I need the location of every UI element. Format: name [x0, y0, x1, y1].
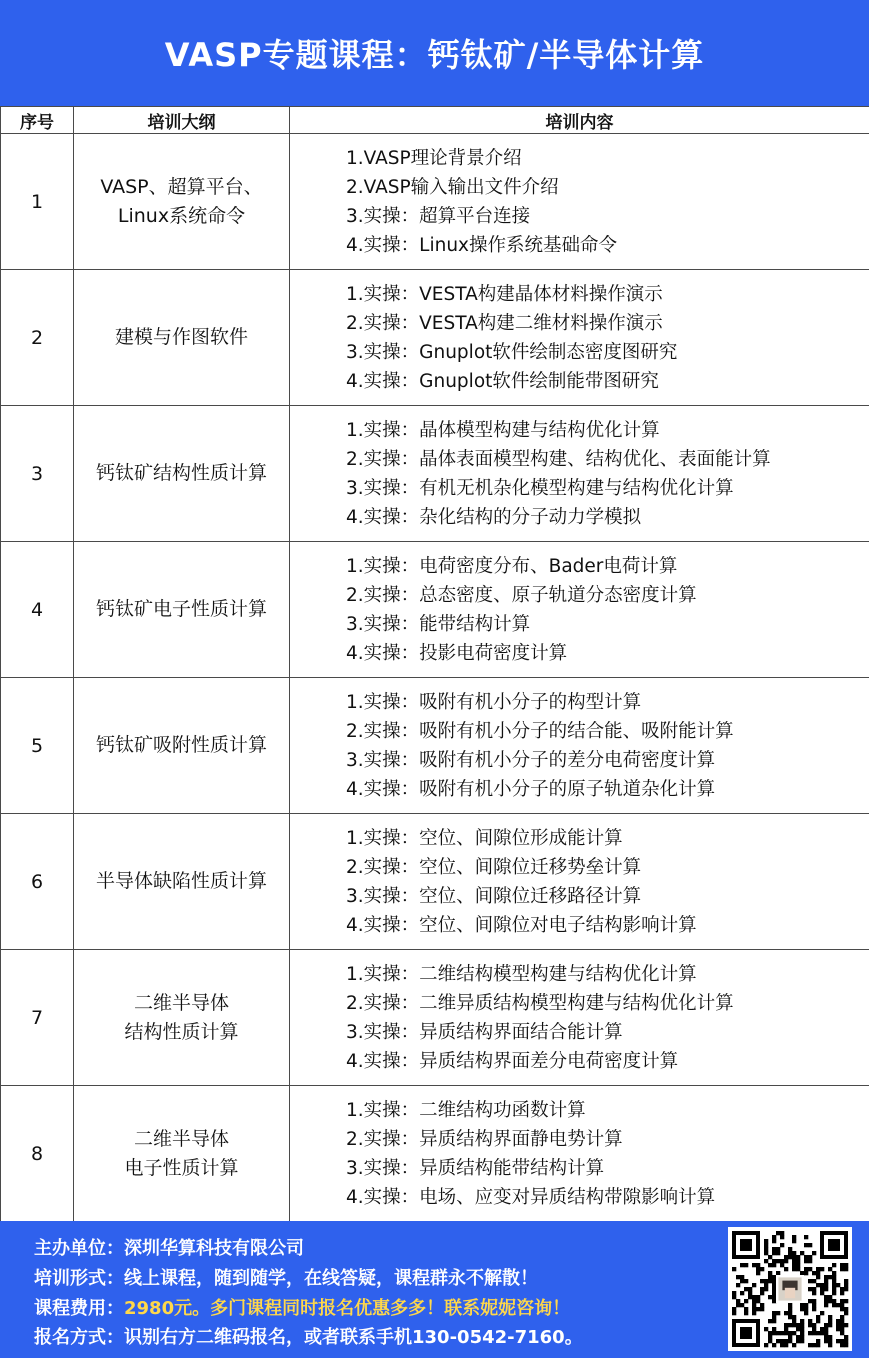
- content-item: 3.实操：超算平台连接: [346, 205, 531, 227]
- row-content: [290, 270, 869, 406]
- content-item: 4.实操：杂化结构的分子动力学模拟: [346, 506, 642, 528]
- content-item: 2.实操：二维异质结构模型构建与结构优化计算: [346, 992, 734, 1014]
- column-header-num: 序号: [1, 107, 74, 134]
- table-row: [1, 950, 869, 1086]
- row-content: [290, 678, 869, 814]
- content-item: 3.实操：Gnuplot软件绘制态密度图研究: [346, 341, 678, 363]
- table-row: [1, 814, 869, 950]
- row-number: 1: [1, 134, 74, 270]
- row-content: [290, 1086, 869, 1222]
- course-table: [0, 106, 869, 1222]
- row-outline: [74, 1086, 290, 1222]
- row-content: [290, 406, 869, 542]
- row-number: 4: [1, 542, 74, 678]
- content-item: 4.实操：Linux操作系统基础命令: [346, 234, 617, 256]
- content-item: 1.实操：晶体模型构建与结构优化计算: [346, 419, 660, 441]
- row-outline: [74, 270, 290, 406]
- row-outline: [74, 542, 290, 678]
- content-item: 1.实操：电荷密度分布、Bader电荷计算: [346, 555, 678, 577]
- row-content: [290, 542, 869, 678]
- row-content: [290, 814, 869, 950]
- content-item: 4.实操：电场、应变对异质结构带隙影响计算: [346, 1186, 716, 1208]
- row-content: [290, 950, 869, 1086]
- row-outline: [74, 134, 290, 270]
- table-row: [1, 542, 869, 678]
- content-item: 4.实操：异质结构界面差分电荷密度计算: [346, 1050, 679, 1072]
- content-item: 1.实操：空位、间隙位形成能计算: [346, 827, 623, 849]
- signup-label: 报名方式：: [34, 1327, 124, 1348]
- outline-line: 二维半导体: [133, 1127, 229, 1150]
- content-item: 1.实操：吸附有机小分子的构型计算: [346, 691, 642, 713]
- content-item: 2.实操：异质结构界面静电势计算: [346, 1128, 623, 1150]
- outline-line: 钙钛矿结构性质计算: [95, 462, 267, 484]
- format-line: [34, 1264, 538, 1290]
- content-item: 2.实操：VESTA构建二维材料操作演示: [346, 312, 663, 334]
- page-header: [0, 0, 869, 106]
- content-item: 2.实操：空位、间隙位迁移势垒计算: [346, 856, 642, 878]
- outline-line: 钙钛矿电子性质计算: [95, 598, 267, 620]
- row-outline: [74, 406, 290, 542]
- content-item: 1.实操：二维结构功函数计算: [346, 1099, 586, 1121]
- outline-line: VASP、超算平台、: [100, 175, 263, 198]
- page-title: VASP专题课程：钙钛矿/半导体计算: [164, 36, 705, 74]
- content-item: 3.实操：能带结构计算: [346, 613, 531, 635]
- row-number: 7: [1, 950, 74, 1086]
- format-label: 培训形式：: [34, 1268, 124, 1289]
- row-outline: [74, 678, 290, 814]
- table-row: [1, 1086, 869, 1222]
- content-item: 4.实操：吸附有机小分子的原子轨道杂化计算: [346, 778, 716, 800]
- organizer-label: 主办单位：: [34, 1238, 124, 1259]
- signup-value: 识别右方二维码报名，或者联系手机130-0542-7160。: [124, 1327, 583, 1348]
- organizer-value: 深圳华算科技有限公司: [124, 1238, 304, 1259]
- column-header-content: 培训内容: [290, 107, 869, 134]
- column-header-outline: 培训大纲: [74, 107, 290, 134]
- outline-line: 结构性质计算: [124, 1020, 239, 1043]
- content-item: 3.实操：异质结构能带结构计算: [346, 1157, 605, 1179]
- signup-line: [34, 1323, 583, 1349]
- row-number: 8: [1, 1086, 74, 1222]
- table-row: [1, 406, 869, 542]
- table-row: [1, 678, 869, 814]
- content-item: 4.实操：投影电荷密度计算: [346, 642, 568, 664]
- row-content: [290, 134, 869, 270]
- qr-code-icon[interactable]: [728, 1227, 852, 1351]
- table-row: [1, 270, 869, 406]
- row-outline: [74, 950, 290, 1086]
- row-number: 6: [1, 814, 74, 950]
- format-value: 线上课程，随到随学，在线答疑，课程群永不解散！: [124, 1268, 538, 1289]
- content-item: 1.实操：VESTA构建晶体材料操作演示: [346, 283, 663, 305]
- content-item: 1.VASP理论背景介绍: [346, 147, 522, 169]
- content-item: 2.VASP输入输出文件介绍: [346, 176, 559, 198]
- content-item: 2.实操：晶体表面模型构建、结构优化、表面能计算: [346, 448, 771, 470]
- row-outline: [74, 814, 290, 950]
- outline-line: 二维半导体: [133, 991, 229, 1014]
- content-item: 2.实操：吸附有机小分子的结合能、吸附能计算: [346, 720, 734, 742]
- outline-line: Linux系统命令: [117, 204, 246, 227]
- fee-line: [34, 1294, 570, 1320]
- table-row: [1, 134, 869, 270]
- row-number: 5: [1, 678, 74, 814]
- content-item: 4.实操：Gnuplot软件绘制能带图研究: [346, 370, 659, 392]
- table-header-row: [1, 107, 869, 134]
- fee-label: 课程费用：: [34, 1298, 124, 1319]
- outline-line: 半导体缺陷性质计算: [95, 870, 267, 892]
- organizer-line: [34, 1234, 304, 1260]
- outline-line: 电子性质计算: [124, 1156, 239, 1179]
- content-item: 3.实操：空位、间隙位迁移路径计算: [346, 885, 642, 907]
- content-item: 3.实操：异质结构界面结合能计算: [346, 1021, 623, 1043]
- content-item: 3.实操：有机无机杂化模型构建与结构优化计算: [346, 477, 734, 499]
- content-item: 2.实操：总态密度、原子轨道分态密度计算: [346, 584, 697, 606]
- outline-line: 钙钛矿吸附性质计算: [95, 734, 267, 756]
- row-number: 3: [1, 406, 74, 542]
- fee-value: 2980元。多门课程同时报名优惠多多！联系妮妮咨询！: [124, 1298, 571, 1319]
- content-item: 1.实操：二维结构模型构建与结构优化计算: [346, 963, 697, 985]
- outline-line: 建模与作图软件: [114, 326, 248, 348]
- content-item: 3.实操：吸附有机小分子的差分电荷密度计算: [346, 749, 716, 771]
- content-item: 4.实操：空位、间隙位对电子结构影响计算: [346, 914, 697, 936]
- row-number: 2: [1, 270, 74, 406]
